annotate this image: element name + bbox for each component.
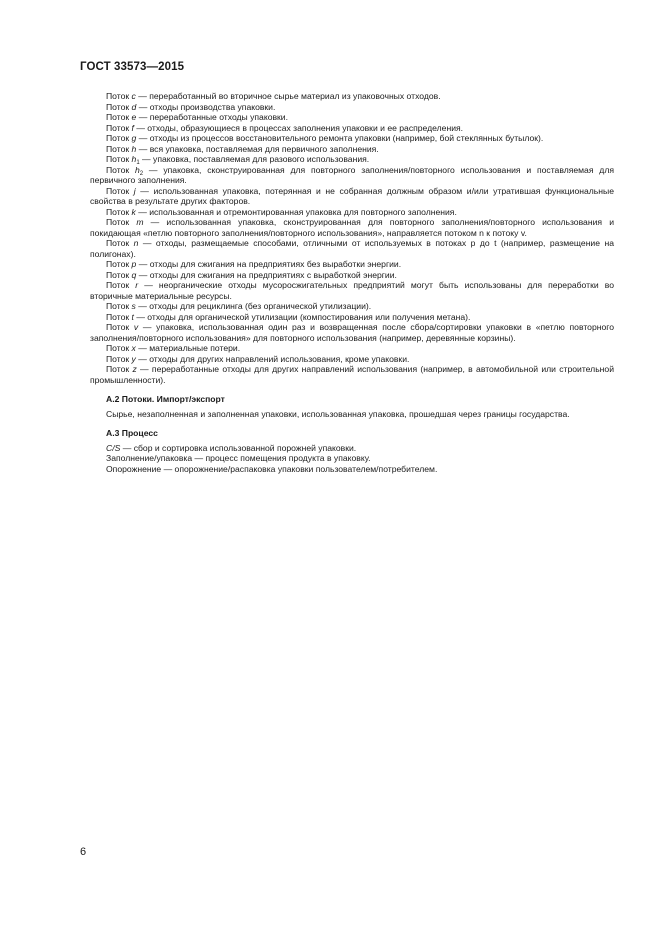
flow-variable: t xyxy=(131,311,134,322)
flow-item xyxy=(90,144,614,155)
flow-description: — упаковка, поставляемая для разового использования. xyxy=(139,154,370,164)
document-code: ГОСТ 33573—2015 xyxy=(80,61,185,73)
flow-description: — отходы для органической утилизации (компостирования или получения метана). xyxy=(133,311,471,322)
flow-description: — отходы для сжигания на предприятиях без выработки энергии. xyxy=(136,259,402,269)
flow-description: — отходы, размещаемые способами, отличными от используемых в потоках p до t (например, размещение на полигонах). xyxy=(90,238,614,259)
flow-variable: g xyxy=(131,133,137,143)
flow-prefix: Поток xyxy=(106,259,132,269)
flow-item xyxy=(90,217,614,238)
flow-item xyxy=(90,186,614,207)
flow-prefix: Поток xyxy=(106,280,136,290)
flow-variable: h xyxy=(131,143,137,154)
flow-description: — переработанный во вторичное сырье материал из упаковочных отходов. xyxy=(135,91,441,101)
flow-item xyxy=(90,354,614,365)
flow-prefix: Поток xyxy=(106,164,135,175)
flow-variable: k xyxy=(131,206,136,217)
flow-prefix: Поток xyxy=(106,122,132,133)
process-item xyxy=(90,453,614,464)
flow-description: — отходы из процессов восстановительного ремонта упаковки (например, бой стеклянных бутылок). xyxy=(136,133,544,143)
flow-description: — отходы для других направлений использования, кроме упаковки. xyxy=(135,353,410,364)
process-term: Опорожнение xyxy=(106,463,162,474)
flow-prefix: Поток xyxy=(106,112,132,122)
flow-description: — упаковка, использованная один раз и возвращенная после сбора/сортировки упаковки в «петлю повторного заполнения/повторного использования» для повторного использования (например, деревянные корзины). xyxy=(90,322,614,343)
flow-prefix: Поток xyxy=(106,343,132,353)
flow-description: — неорганические отходы мусоросжигательных предприятий могут быть использованы для переработки во вторичные материальные ресурсы. xyxy=(90,280,614,301)
flow-variable: y xyxy=(131,353,136,364)
flow-variable: v xyxy=(133,322,139,332)
flow-description: — использованная упаковка, потерянная и не собранная должным образом и/или утратившая функциональные свойства в результате других факторов. xyxy=(90,185,614,206)
process-item xyxy=(90,464,614,475)
flow-description: — отходы, образующиеся в процессах заполнения упаковки и ее распределения. xyxy=(133,122,464,133)
flow-description: — переработанные отходы для других направлений использования (например, в автомобильной или строительной промышленности). xyxy=(90,364,614,385)
flow-item xyxy=(90,364,614,385)
flow-prefix: Поток xyxy=(106,217,137,227)
flow-variable: n xyxy=(133,238,139,248)
flow-item xyxy=(90,270,614,281)
flow-item xyxy=(90,123,614,134)
flow-prefix: Поток xyxy=(106,133,132,143)
section-a2-heading: А.2 Потоки. Импорт/экспорт xyxy=(106,394,225,404)
flow-prefix: Поток xyxy=(106,91,132,101)
flow-item xyxy=(90,133,614,144)
flow-description: — упаковка, сконструированная для повторного заполнения/повторного использования и поставляемая для первичного заполнения. xyxy=(90,164,614,185)
flow-variable: p xyxy=(131,259,137,269)
document-body xyxy=(90,91,614,474)
flow-variable: f xyxy=(131,122,134,133)
flow-description: — переработанные отходы упаковки. xyxy=(136,112,288,122)
flow-prefix: Поток xyxy=(106,154,132,164)
flow-variable: h xyxy=(131,154,137,164)
flow-item xyxy=(90,238,614,259)
flow-item xyxy=(90,91,614,102)
flow-variable: c xyxy=(131,91,136,101)
flow-item xyxy=(90,154,614,165)
flow-variable: h xyxy=(134,164,140,175)
flow-variable: j xyxy=(133,185,136,196)
flow-item xyxy=(90,343,614,354)
process-item xyxy=(90,443,614,454)
flow-variable: q xyxy=(131,269,137,280)
process-term: Заполнение/упаковка xyxy=(106,453,193,463)
flow-item xyxy=(90,280,614,301)
flow-item xyxy=(90,102,614,113)
flow-item xyxy=(90,112,614,123)
flow-item xyxy=(90,207,614,218)
flow-description: — отходы для рециклинга (без органической утилизации). xyxy=(135,301,372,311)
flow-description: — отходы для сжигания на предприятиях с выработкой энергии. xyxy=(136,269,397,280)
flow-description: — материальные потери. xyxy=(135,343,241,353)
flow-subscript: 1 xyxy=(136,160,140,166)
process-list xyxy=(90,443,614,475)
flow-variable: d xyxy=(131,101,137,112)
flow-prefix: Поток xyxy=(106,238,134,248)
process-description: — сбор и сортировка использованной порожней упаковки. xyxy=(120,442,357,453)
flow-description: — отходы производства упаковки. xyxy=(136,101,276,112)
flow-prefix: Поток xyxy=(106,364,133,374)
flow-item xyxy=(90,322,614,343)
process-description: — опорожнение/распаковка упаковки пользователем/потребителем. xyxy=(161,463,438,474)
flow-prefix: Поток xyxy=(106,311,132,322)
flow-description: — использованная и отремонтированная упаковка для повторного заполнения. xyxy=(135,206,457,217)
flow-prefix: Поток xyxy=(106,353,132,364)
flow-prefix: Поток xyxy=(106,206,132,217)
flow-variable: z xyxy=(132,364,137,374)
flow-prefix: Поток xyxy=(106,322,134,332)
flow-item xyxy=(90,301,614,312)
flow-item xyxy=(90,165,614,186)
flows-list xyxy=(90,91,614,385)
flow-prefix: Поток xyxy=(106,101,132,112)
flow-variable: x xyxy=(131,343,136,353)
flow-variable: s xyxy=(131,301,136,311)
flow-prefix: Поток xyxy=(106,301,132,311)
flow-description: — использованная упаковка, сконструированная для повторного заполнения/повторного использования и покидающая «петлю повторного заполнения/повторного использования», направляется потоком n к потоку v. xyxy=(90,217,614,238)
flow-variable: r xyxy=(135,280,139,290)
flow-variable: e xyxy=(131,112,137,122)
process-term: C/S xyxy=(106,442,121,453)
flow-variable: m xyxy=(136,217,144,227)
flow-prefix: Поток xyxy=(106,143,132,154)
flow-prefix: Поток xyxy=(106,185,134,196)
flow-description: — вся упаковка, поставляемая для первичного заполнения. xyxy=(136,143,379,154)
page-number: 6 xyxy=(80,846,87,858)
section-a2-text: Сырье, незаполненная и заполненная упаковки, использованная упаковка, прошедшая через границы государства. xyxy=(106,408,570,419)
process-description: — процесс помещения продукта в упаковку. xyxy=(192,453,371,463)
flow-subscript: 2 xyxy=(139,170,144,177)
section-a3-heading: А.3 Процесс xyxy=(106,428,158,438)
flow-item xyxy=(90,312,614,323)
flow-item xyxy=(90,259,614,270)
flow-prefix: Поток xyxy=(106,269,132,280)
